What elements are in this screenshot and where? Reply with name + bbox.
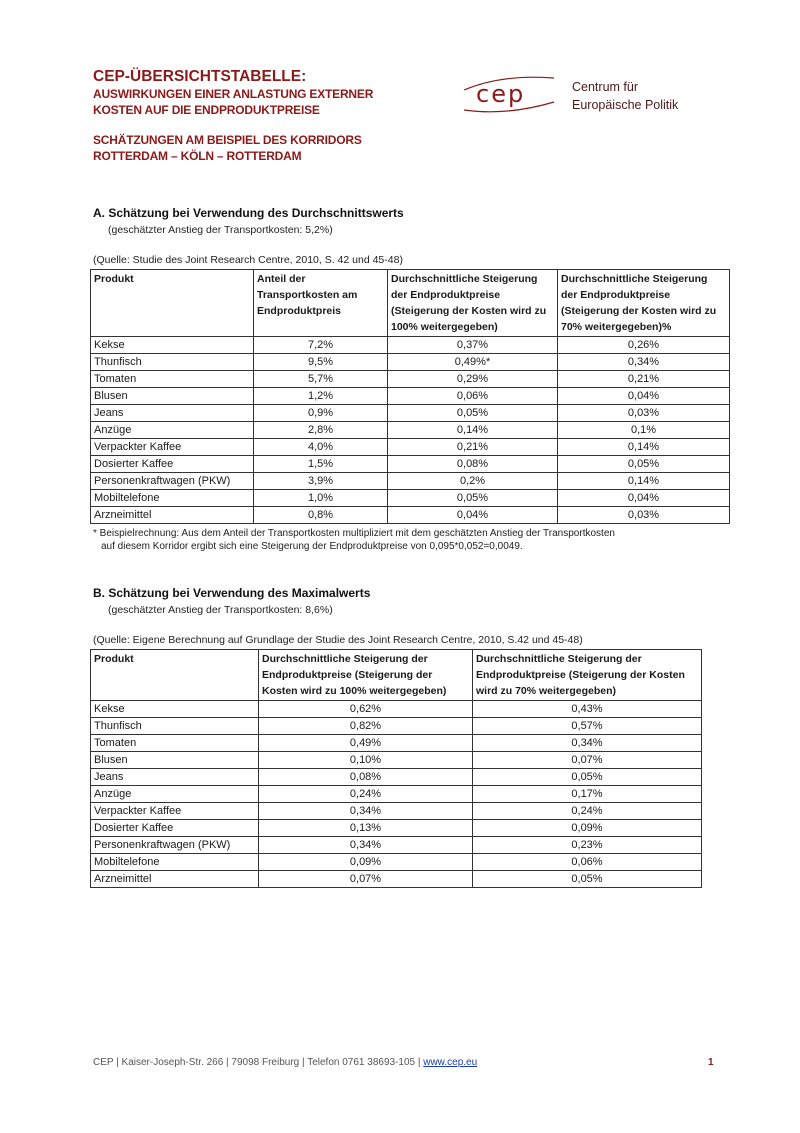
section-a-note: (geschätzter Anstieg der Transportkosten: 5,2%) [108,224,333,236]
value-cell: 0,04% [558,388,730,405]
table-row [91,820,702,837]
value-cell: 0,57% [473,718,702,735]
footnote-line-1: * Beispielrechnung: Aus dem Anteil der Transportkosten multipliziert mit dem geschätzten Anstieg der Transportkosten [93,528,615,539]
value-cell: 0,24% [259,786,473,803]
table-row [91,473,730,490]
table-a-header-product: Produkt [91,270,254,337]
table-a-header-share: Anteil der Transportkosten am Endproduktpreis [254,270,388,337]
value-cell: 0,03% [558,405,730,422]
table-b-body [91,701,702,888]
value-cell: 0,21% [558,371,730,388]
product-cell: Tomaten [91,371,254,388]
value-cell: 1,5% [254,456,388,473]
value-cell: 0,06% [473,854,702,871]
table-row [91,371,730,388]
value-cell: 0,05% [473,871,702,888]
section-a-title: A. Schätzung bei Verwendung des Durchschnittswerts [93,206,404,220]
value-cell: 0,17% [473,786,702,803]
value-cell: 0,08% [388,456,558,473]
table-row [91,337,730,354]
product-cell: Kekse [91,337,254,354]
value-cell: 0,8% [254,507,388,524]
section-a-source: (Quelle: Studie des Joint Research Centre, 2010, S. 42 und 45-48) [93,254,403,266]
section-b-title: B. Schätzung bei Verwendung des Maximalwerts [93,586,371,600]
table-row [91,854,702,871]
table-b-header-70: Durchschnittliche Steigerung der Endproduktpreise (Steigerung der Kosten wird zu 70% weitergegeben) [473,650,702,701]
subtitle-line-2: KOSTEN AUF DIE ENDPRODUKTPREISE [93,103,320,117]
value-cell: 0,10% [259,752,473,769]
product-cell: Verpackter Kaffee [91,439,254,456]
value-cell: 0,34% [473,735,702,752]
footer [93,1057,477,1068]
product-cell: Thunfisch [91,718,259,735]
value-cell: 0,62% [259,701,473,718]
value-cell: 0,23% [473,837,702,854]
value-cell: 0,05% [388,405,558,422]
value-cell: 0,13% [259,820,473,837]
value-cell: 0,14% [558,439,730,456]
table-row [91,837,702,854]
value-cell: 0,03% [558,507,730,524]
value-cell: 0,43% [473,701,702,718]
product-cell: Verpackter Kaffee [91,803,259,820]
value-cell: 0,34% [259,803,473,820]
value-cell: 2,8% [254,422,388,439]
value-cell: 0,05% [473,769,702,786]
value-cell: 0,1% [558,422,730,439]
value-cell: 0,49%* [388,354,558,371]
table-row [91,871,702,888]
value-cell: 9,5% [254,354,388,371]
table-row [91,769,702,786]
table-row [91,507,730,524]
product-cell: Blusen [91,388,254,405]
value-cell: 0,04% [558,490,730,507]
cep-logo [462,70,712,120]
footnote-line-2: auf diesem Korridor ergibt sich eine Steigerung der Endproduktpreise von 0,095*0,052=0,0049. [101,541,523,552]
table-row [91,490,730,507]
section-a-footnote [93,527,733,553]
value-cell: 0,21% [388,439,558,456]
section-b-source: (Quelle: Eigene Berechnung auf Grundlage der Studie des Joint Research Centre, 2010, S.42 und 45-48) [93,634,583,646]
table-row [91,786,702,803]
product-cell: Blusen [91,752,259,769]
footer-link[interactable]: www.cep.eu [423,1057,478,1068]
section-b-note: (geschätzter Anstieg der Transportkosten: 8,6%) [108,604,333,616]
value-cell: 0,05% [558,456,730,473]
product-cell: Jeans [91,405,254,422]
value-cell: 0,09% [473,820,702,837]
value-cell: 0,2% [388,473,558,490]
table-b [90,649,702,888]
product-cell: Arzneimittel [91,871,259,888]
value-cell: 0,07% [259,871,473,888]
table-row [91,803,702,820]
table-b-header-product: Produkt [91,650,259,701]
page-title: CEP-ÜBERSICHTSTABELLE: [93,68,307,85]
footer-address: CEP | Kaiser-Joseph-Str. 266 | 79098 Freiburg | Telefon 0761 38693-105 | [93,1057,424,1068]
value-cell: 5,7% [254,371,388,388]
product-cell: Personenkraftwagen (PKW) [91,473,254,490]
table-a-body [91,337,730,524]
table-row [91,388,730,405]
logo-name-line-1: Centrum für [572,80,638,94]
value-cell: 0,9% [254,405,388,422]
table-a-header-70: Durchschnittliche Steigerung der Endproduktpreise (Steigerung der Kosten wird zu 70% weitergegeben)% [558,270,730,337]
estimate-line-2: ROTTERDAM – KÖLN – ROTTERDAM [93,149,302,163]
product-cell: Anzüge [91,786,259,803]
value-cell: 0,49% [259,735,473,752]
table-row [91,456,730,473]
value-cell: 3,9% [254,473,388,490]
value-cell: 0,05% [388,490,558,507]
value-cell: 0,34% [558,354,730,371]
table-row [91,439,730,456]
value-cell: 7,2% [254,337,388,354]
value-cell: 0,08% [259,769,473,786]
logo-name-line-2: Europäische Politik [572,98,679,112]
product-cell: Dosierter Kaffee [91,456,254,473]
value-cell: 0,37% [388,337,558,354]
product-cell: Arzneimittel [91,507,254,524]
product-cell: Anzüge [91,422,254,439]
value-cell: 0,09% [259,854,473,871]
table-row [91,718,702,735]
table-row [91,752,702,769]
value-cell: 0,06% [388,388,558,405]
product-cell: Kekse [91,701,259,718]
table-a-header-row [91,270,730,337]
table-a [90,269,730,524]
value-cell: 0,82% [259,718,473,735]
table-row [91,735,702,752]
value-cell: 0,14% [558,473,730,490]
table-row [91,422,730,439]
table-row [91,354,730,371]
cep-logo-icon [462,70,557,116]
table-b-header-100: Durchschnittliche Steigerung der Endproduktpreise (Steigerung der Kosten wird zu 100% weitergegeben) [259,650,473,701]
page-number: 1 [708,1057,714,1068]
value-cell: 4,0% [254,439,388,456]
product-cell: Jeans [91,769,259,786]
product-cell: Mobiltelefone [91,854,259,871]
value-cell: 0,04% [388,507,558,524]
table-row [91,701,702,718]
product-cell: Dosierter Kaffee [91,820,259,837]
product-cell: Mobiltelefone [91,490,254,507]
product-cell: Personenkraftwagen (PKW) [91,837,259,854]
value-cell: 0,29% [388,371,558,388]
value-cell: 0,34% [259,837,473,854]
value-cell: 0,26% [558,337,730,354]
value-cell: 0,24% [473,803,702,820]
table-b-header-row [91,650,702,701]
product-cell: Thunfisch [91,354,254,371]
logo-mark-text: cep [476,80,526,108]
title-block [93,68,453,164]
subtitle-line-1: AUSWIRKUNGEN EINER ANLASTUNG EXTERNER [93,87,374,101]
estimate-line-1: SCHÄTZUNGEN AM BEISPIEL DES KORRIDORS [93,133,362,147]
table-a-header-100: Durchschnittliche Steigerung der Endproduktpreise (Steigerung der Kosten wird zu 100% weitergegeben) [388,270,558,337]
value-cell: 0,07% [473,752,702,769]
table-row [91,405,730,422]
logo-text [572,78,678,114]
value-cell: 0,14% [388,422,558,439]
value-cell: 1,2% [254,388,388,405]
value-cell: 1,0% [254,490,388,507]
product-cell: Tomaten [91,735,259,752]
